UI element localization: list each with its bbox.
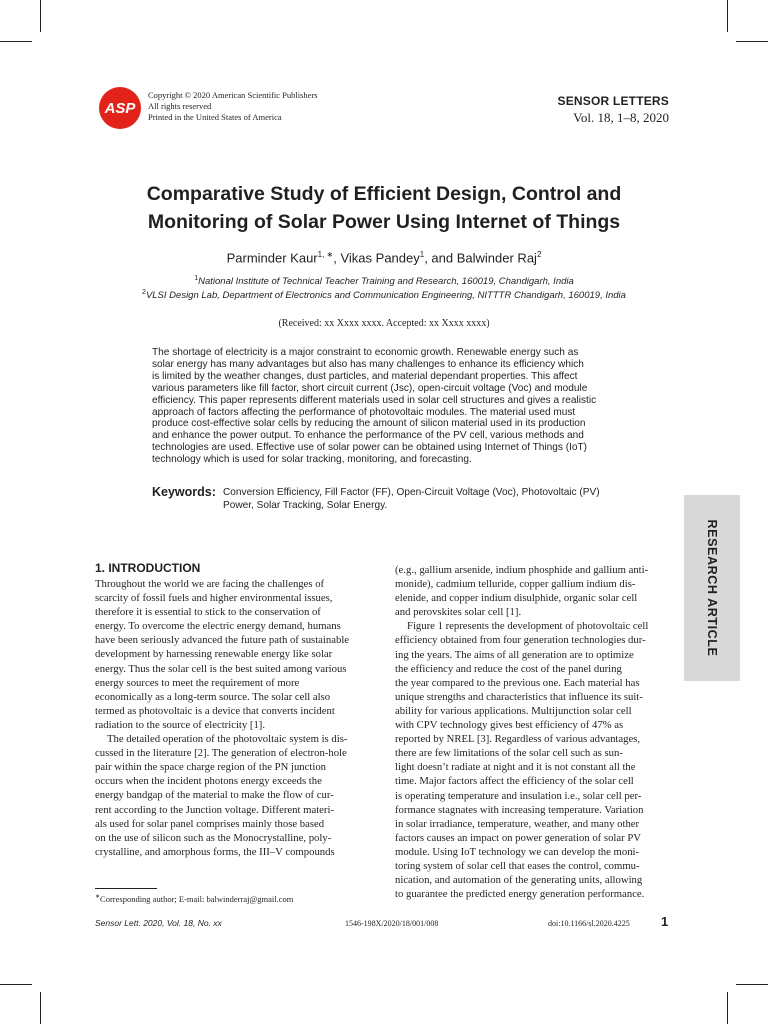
received-dates: (Received: xx Xxxx xxxx. Accepted: xx Xxxx xxxx) bbox=[278, 318, 490, 329]
body-text-line: module. Using IoT technology we can develop the moni- bbox=[395, 845, 640, 858]
body-text-line: therefore it is essential to stick to the conservation of bbox=[95, 606, 321, 619]
body-text-line: formance stagnates with increasing temperature. Variation bbox=[395, 803, 644, 816]
abstract-line: The shortage of electricity is a major constraint to economic growth. Renewable energy such as bbox=[152, 347, 579, 358]
body-text-line: with CPV technology gives best efficiency of 47% as bbox=[395, 719, 624, 732]
publisher-logo bbox=[98, 86, 142, 130]
body-column-left bbox=[95, 577, 359, 859]
crop-mark bbox=[727, 0, 728, 32]
section-heading: 1. INTRODUCTION bbox=[95, 561, 201, 575]
body-text-line: rent according to the Junction voltage. Different materi- bbox=[95, 803, 334, 816]
copyright-notice bbox=[148, 90, 318, 123]
body-text-line: is operating temperature and insulation i.e., solar cell per- bbox=[395, 789, 642, 802]
footer-doi: doi:10.1166/sl.2020.4225 bbox=[548, 919, 630, 928]
abstract-line: is limited by the weather changes, dust particles, and material dependant properties. This affect bbox=[152, 370, 578, 382]
body-text-line: ability for various applications. Multijunction solar cell bbox=[395, 704, 632, 717]
copyright-line: Copyright © 2020 American Scientific Publishers bbox=[148, 90, 318, 100]
footer-issn: 1546-198X/2020/18/001/008 bbox=[345, 919, 439, 928]
article-type-tab bbox=[684, 495, 740, 681]
affiliation-text: VLSI Design Lab, Department of Electronics and Communication Engineering, NITTTR Chandigarh, 160019, India bbox=[145, 290, 626, 302]
author-name: Parminder Kaur bbox=[226, 250, 318, 266]
body-text-line: (e.g., gallium arsenide, indium phosphide and gallium anti- bbox=[395, 564, 649, 576]
body-text-line: on the use of silicon such as the Monocrystalline, poly- bbox=[95, 831, 332, 844]
abstract-line: technology which is used for solar tracking, monitoring, and forecasting. bbox=[152, 454, 472, 466]
article-type-label: RESEARCH ARTICLE bbox=[705, 519, 719, 657]
author-affiliation-mark: 2 bbox=[536, 250, 542, 259]
abstract-line: efficiency. This paper represents different materials used in solar cell structures and gives a realistic bbox=[152, 394, 597, 406]
body-text-line: the year compared to the previous one. Each material has bbox=[395, 676, 640, 689]
author-name: Balwinder Raj bbox=[456, 250, 537, 266]
keywords-line: Conversion Efficiency, Fill Factor (FF), Open-Circuit Voltage (Voc), Photovoltaic (PV) bbox=[223, 487, 600, 498]
body-text-line: energy. To overcome the electric energy demand, humans bbox=[95, 620, 341, 633]
affiliation-number: 1 bbox=[194, 275, 199, 282]
body-text-line: Figure 1 represents the development of photovoltaic cell bbox=[407, 620, 649, 633]
body-text-line: als used for solar panel comprises mainly those based bbox=[95, 817, 325, 830]
copyright-line: Printed in the United States of America bbox=[148, 112, 282, 122]
body-text-line: cussed in the literature [2]. The generation of electron-hole bbox=[95, 747, 347, 760]
body-text-line: occurs when the incident photons energy exceeds the bbox=[95, 775, 322, 788]
footnote-text: Corresponding author; E-mail: balwinderraj@gmail.com bbox=[100, 893, 294, 904]
body-text-line: pair within the space charge region of the PN junction bbox=[95, 761, 327, 774]
author-name: Vikas Pandey bbox=[340, 250, 420, 266]
svg-text:ASP: ASP bbox=[104, 100, 136, 117]
body-text-line: to guarantee the predicted energy generation performance. bbox=[395, 888, 645, 901]
body-text-line: toring system of solar cell that eases the control, commu- bbox=[395, 859, 640, 872]
affiliation-text: National Institute of Technical Teacher Training and Research, 160019, Chandigarh, India bbox=[198, 276, 574, 288]
crop-mark bbox=[736, 41, 768, 42]
body-text-line: radiation to the source of electricity [1]. bbox=[95, 718, 266, 731]
article-title bbox=[80, 180, 688, 236]
body-text-line: scarcity of fossil fuels and higher environmental issues, bbox=[95, 592, 333, 605]
title-line: Monitoring of Solar Power Using Internet of Things bbox=[147, 211, 621, 233]
keywords-list bbox=[223, 487, 600, 512]
body-text-line: Throughout the world we are facing the challenges of bbox=[95, 578, 325, 590]
crop-mark bbox=[736, 984, 768, 985]
journal-volume: Vol. 18, 1–8, 2020 bbox=[573, 110, 669, 125]
body-text-line: elenide, and copper indium disulphide, organic solar cell bbox=[395, 592, 638, 605]
body-text-line: development by harnessing renewable energy like solar bbox=[95, 648, 333, 661]
body-text-line: have been seriously advanced the future path of sustainable bbox=[95, 634, 350, 647]
crop-mark bbox=[0, 41, 32, 42]
abstract-line: solar energy has many advantages but also has many challenges to enhance its efficiency which bbox=[152, 358, 584, 370]
journal-name: SENSOR LETTERS bbox=[557, 94, 669, 108]
body-text-line: the efficiency and reduce the cost of the panel during bbox=[395, 662, 622, 675]
author-affiliation-mark: 1, ∗ bbox=[317, 250, 334, 259]
crop-mark bbox=[727, 992, 728, 1024]
abstract-line: technologies are used. Effective use of solar power can be obtained using Internet of Things (IoT) bbox=[152, 442, 588, 454]
body-text-line: The detailed operation of the photovoltaic system is dis- bbox=[107, 733, 348, 746]
affiliation-number: 2 bbox=[142, 289, 146, 296]
title-line: Comparative Study of Efficient Design, Control and bbox=[146, 183, 622, 205]
footnote-rule bbox=[95, 888, 157, 889]
body-text-line: energy bandgap of the material to make the flow of cur- bbox=[95, 789, 334, 802]
body-text-line: monide), cadmium telluride, copper gallium indium dis- bbox=[395, 578, 636, 591]
crop-mark bbox=[40, 0, 41, 32]
body-text-line: ing the years. The aims of all generation are to optimize bbox=[395, 648, 634, 661]
keywords-label: Keywords: bbox=[152, 485, 216, 499]
body-text-line: unique strengths and characteristics that influence its suit- bbox=[395, 690, 643, 703]
abstract-line: and enhance the power output. To enhance the performance of the PV cell, various methods and bbox=[152, 430, 584, 442]
body-text-line: efficiency obtained from four generation technologies dur- bbox=[395, 634, 646, 647]
body-text-line: in solar irradiance, temperature, weather, and many other bbox=[395, 817, 640, 830]
body-text-line: economically as a long-term source. The solar cell also bbox=[95, 690, 331, 703]
body-text-line: crystalline, and amorphous forms, the III–V compounds bbox=[95, 845, 335, 858]
body-text-line: energy sources to meet the requirement of more bbox=[95, 676, 300, 689]
affiliation bbox=[80, 289, 688, 301]
footnote-mark: ∗ bbox=[95, 894, 101, 900]
author-affiliation-mark: 1 bbox=[419, 250, 425, 259]
abstract-line: approach of factors affecting the performance of photovoltaic modules. The material used must bbox=[152, 406, 576, 418]
page-number: 1 bbox=[661, 914, 669, 929]
keywords-line: Power, Solar Tracking, Solar Energy. bbox=[223, 499, 388, 511]
abstract bbox=[152, 347, 616, 466]
affiliation bbox=[80, 275, 688, 287]
body-text-line: reported by NREL [3]. Regardless of various advantages, bbox=[395, 733, 641, 746]
body-text-line: factors causes an impact on power generation of solar PV bbox=[395, 831, 642, 844]
body-text-line: energy. Thus the solar cell is the best suited among various bbox=[95, 662, 347, 675]
body-text-line: and perovskites solar cell [1]. bbox=[395, 606, 522, 619]
abstract-line: various parameters like fill factor, short circuit current (Jsc), open-circuit voltage (Voc) and module bbox=[152, 382, 588, 394]
footer-citation: Sensor Lett. 2020, Vol. 18, No. xx bbox=[95, 918, 222, 928]
crop-mark bbox=[40, 992, 41, 1024]
body-text-line: light doesn’t radiate at night and it is not constant all the bbox=[395, 761, 636, 774]
footnote bbox=[95, 893, 293, 904]
abstract-line: produce cost-effective solar cells by reducing the amount of silicon material used in its production bbox=[152, 418, 586, 430]
body-text-line: there are few limitations of the solar cell such as sun- bbox=[395, 747, 623, 760]
body-text-line: nication, and automation of the generating units, allowing bbox=[395, 874, 643, 887]
crop-mark bbox=[0, 984, 32, 985]
body-text-line: termed as photovoltaic is a device that converts incident bbox=[95, 704, 335, 717]
copyright-line: All rights reserved bbox=[148, 101, 212, 111]
author-list: Parminder Kaur$^{1, ∗}$, Vikas Pandey$^1$, and Balwinder Raj$^2$ bbox=[226, 250, 542, 266]
body-column-right bbox=[395, 563, 669, 901]
body-text-line: time. Major factors affect the efficiency of the solar cell bbox=[395, 775, 634, 788]
